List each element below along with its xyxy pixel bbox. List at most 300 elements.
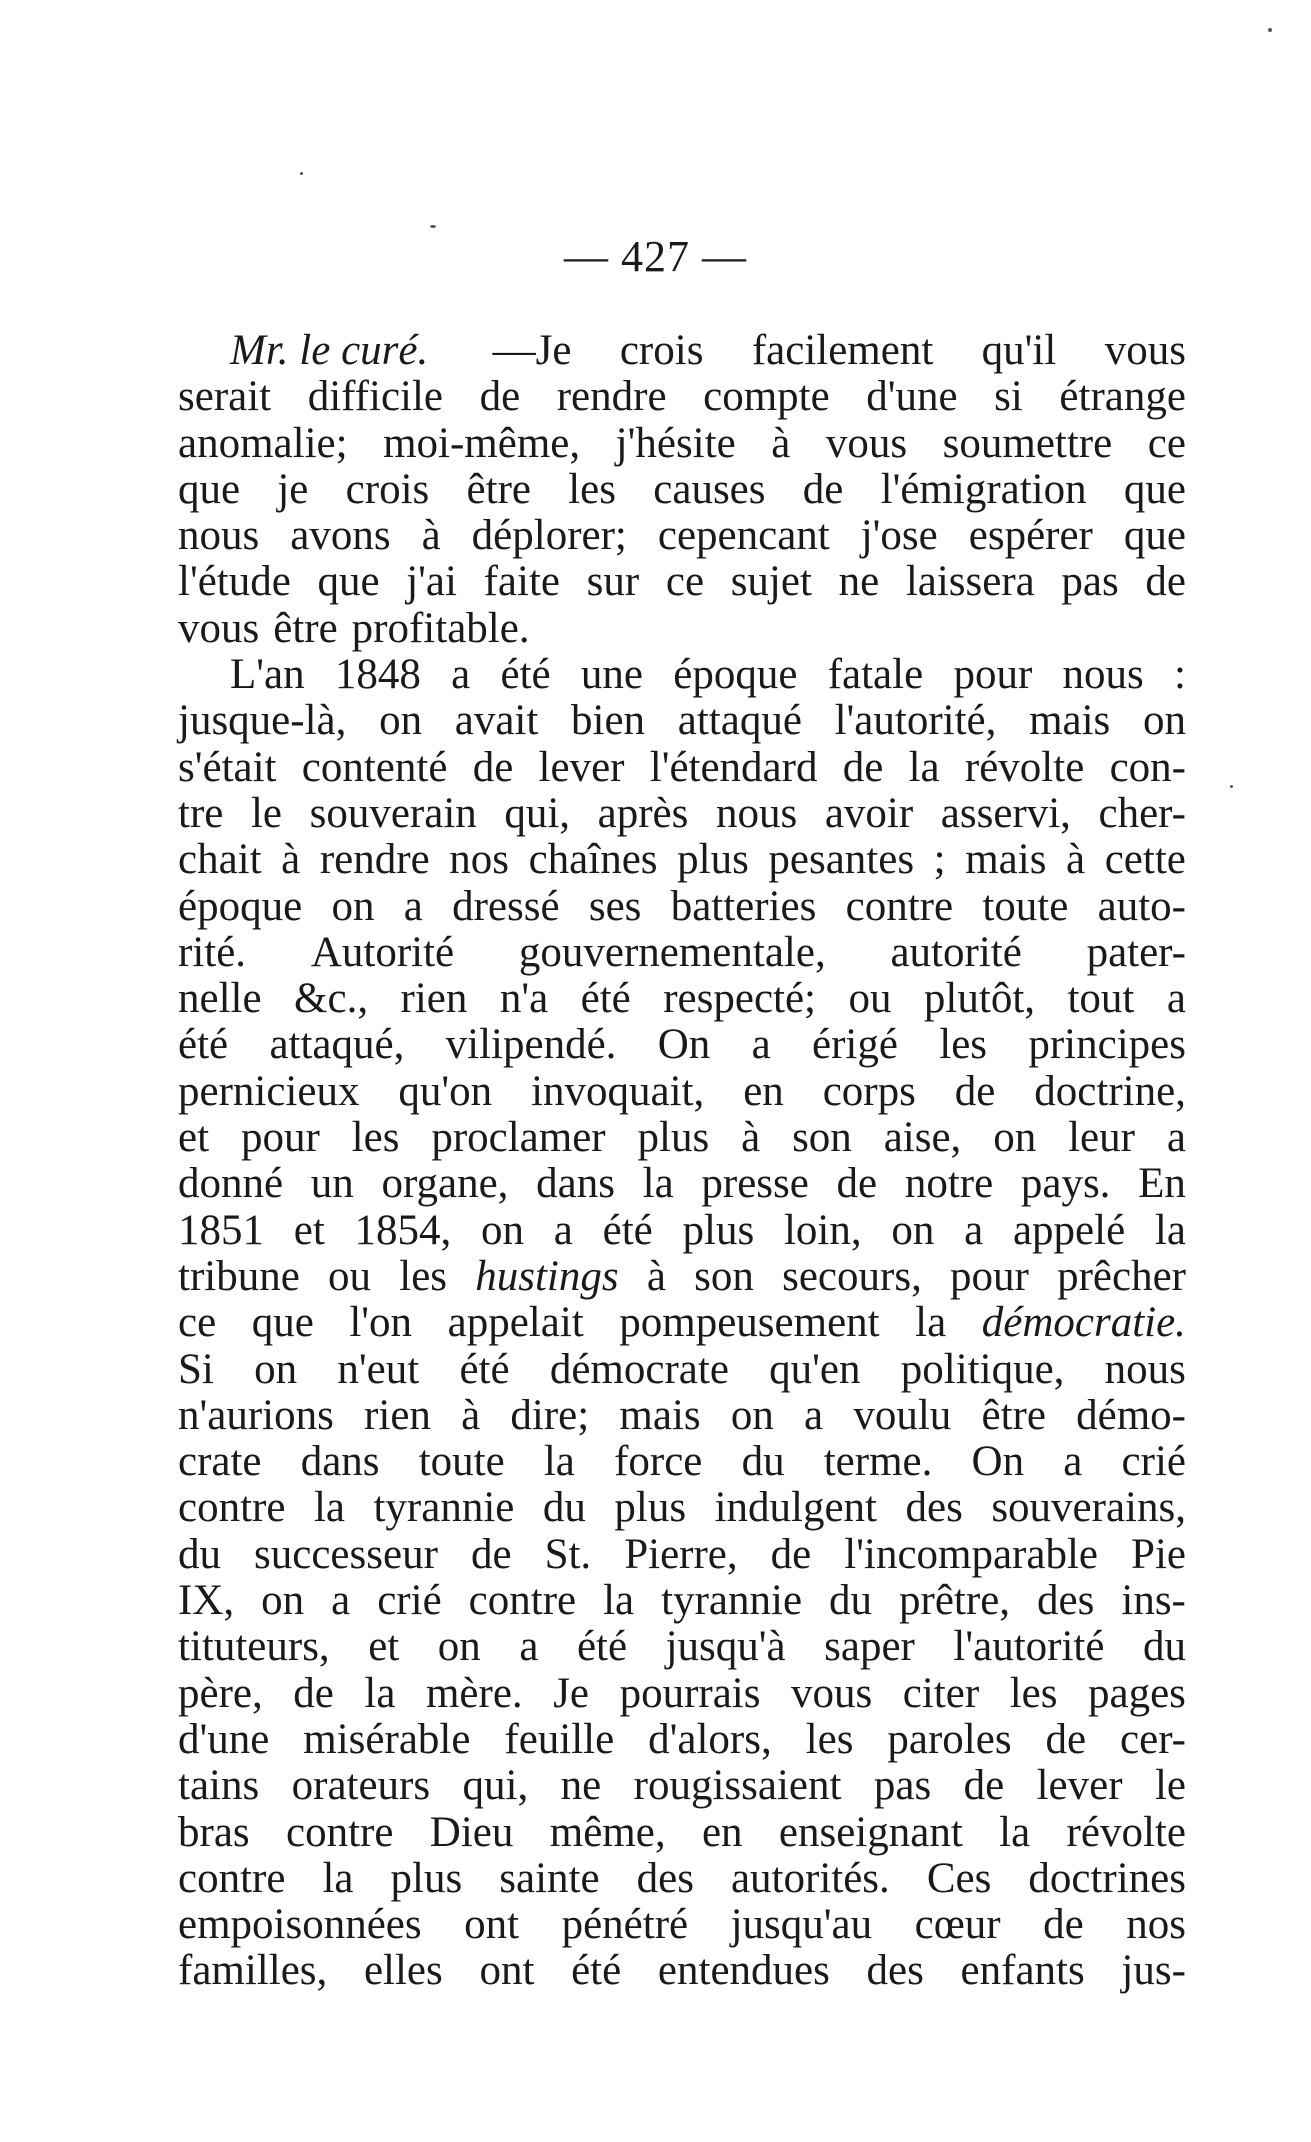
word: 1848	[334, 651, 421, 699]
word: feuille	[504, 1715, 615, 1763]
word: chait	[178, 836, 262, 884]
word: nous	[178, 512, 260, 560]
word: laissera	[905, 558, 1035, 606]
word: contenté	[301, 743, 448, 791]
word: a	[1166, 1114, 1186, 1162]
word: qu'en	[769, 1345, 861, 1393]
word: organe,	[381, 1160, 509, 1208]
word: a	[751, 1021, 771, 1069]
word: ce	[1147, 419, 1186, 467]
text-line	[178, 374, 1186, 420]
word: de	[770, 1530, 812, 1578]
word: tribune	[178, 1252, 300, 1300]
word: nous	[1104, 1345, 1186, 1393]
word: ins-	[1121, 1577, 1186, 1625]
word: être	[273, 604, 338, 652]
word: sainte	[499, 1854, 600, 1902]
word: été	[576, 1623, 628, 1671]
word: été	[459, 1345, 510, 1393]
word: nous	[715, 789, 798, 837]
word: démo-	[1076, 1391, 1186, 1439]
word: pour	[950, 1252, 1029, 1300]
word: à	[1066, 836, 1086, 884]
word: été	[500, 651, 551, 699]
word: pesantes	[768, 836, 915, 884]
word: on	[261, 1577, 305, 1625]
word: anomalie;	[178, 419, 348, 467]
word: plus	[390, 1854, 463, 1902]
word: de	[1045, 1715, 1087, 1763]
word: nelle	[178, 975, 262, 1023]
word: démocrate	[549, 1345, 729, 1393]
word: on	[437, 1623, 481, 1671]
word: pater-	[1086, 928, 1186, 976]
word: on	[481, 1206, 525, 1254]
word: pernicieux	[178, 1067, 360, 1115]
text-line	[178, 1902, 1186, 1948]
word: ou	[328, 1252, 372, 1300]
word: pour	[240, 1114, 320, 1162]
word: à	[646, 1252, 666, 1300]
word: rité.	[178, 928, 247, 976]
word: on	[379, 697, 423, 745]
word: pays.	[1020, 1160, 1111, 1208]
word: soumettre	[942, 419, 1113, 467]
word: pas	[1061, 558, 1119, 606]
word: du	[542, 1484, 586, 1532]
word: respecté;	[663, 975, 817, 1023]
word: a	[804, 1391, 824, 1439]
print-speck	[300, 172, 303, 175]
word: n'a	[499, 975, 549, 1023]
word: sur	[586, 558, 640, 606]
print-speck	[430, 225, 436, 228]
word: d'une	[178, 1715, 270, 1763]
word: on	[1142, 697, 1186, 745]
word: rendre	[556, 373, 667, 421]
word: vous	[791, 1669, 873, 1717]
text-line	[178, 1671, 1186, 1717]
word: dressé	[452, 882, 560, 930]
word: tyrannie	[373, 1484, 515, 1532]
word: enfants	[960, 1947, 1085, 1995]
word: profitable.	[351, 604, 530, 652]
word: en	[701, 1808, 743, 1856]
word: Autorité	[310, 928, 455, 976]
word: pompeusement	[619, 1299, 880, 1347]
word: à	[461, 1391, 481, 1439]
word: :	[1174, 651, 1186, 699]
word: a	[964, 1206, 984, 1254]
word: époque	[673, 651, 798, 699]
word: avait	[454, 697, 539, 745]
word: été	[178, 1021, 229, 1069]
text-line	[178, 1161, 1186, 1207]
text-line	[178, 1254, 1186, 1300]
word: à	[741, 1114, 761, 1162]
word: tre	[178, 789, 224, 837]
text-line	[178, 791, 1186, 837]
word: l'étendard	[649, 743, 818, 791]
word: la	[364, 1669, 396, 1717]
text-line	[178, 559, 1186, 605]
word: leur	[1068, 1114, 1135, 1162]
word: de	[472, 743, 514, 791]
word: même,	[549, 1808, 666, 1856]
word: que	[178, 465, 241, 513]
word: pas	[873, 1762, 932, 1810]
word: plus	[677, 836, 749, 884]
word: a	[451, 651, 471, 699]
word: en	[743, 1067, 784, 1115]
word: invoquait,	[531, 1067, 705, 1115]
word: l'émigration	[880, 465, 1087, 513]
word: gouvernementale,	[518, 928, 826, 976]
word: la	[543, 1438, 575, 1486]
word: compte	[703, 373, 830, 421]
text-line	[178, 1856, 1186, 1902]
word: du	[178, 1530, 221, 1578]
word: elles	[363, 1947, 443, 1995]
word: d'alors,	[648, 1715, 772, 1763]
word: a	[1166, 975, 1186, 1023]
word: la	[322, 1854, 354, 1902]
word: de	[479, 373, 521, 421]
text-line	[178, 1763, 1186, 1809]
word: son	[792, 1114, 852, 1162]
word: l'on	[349, 1299, 413, 1347]
text-line	[178, 1069, 1186, 1115]
word: moi-même,	[383, 419, 581, 467]
word: souverain	[309, 789, 477, 837]
word: la	[603, 1577, 635, 1625]
text-line	[178, 1300, 1186, 1346]
word: toute	[418, 1438, 505, 1486]
word: plutôt,	[923, 975, 1036, 1023]
word: contre	[286, 1808, 394, 1856]
word: saper	[824, 1623, 915, 1671]
word: Ces	[926, 1854, 992, 1902]
word: appelé	[1012, 1206, 1126, 1254]
word: plus	[614, 1484, 687, 1532]
word: un	[310, 1160, 354, 1208]
word: être	[466, 465, 531, 513]
text-line	[178, 1115, 1186, 1161]
word: crié	[377, 1577, 442, 1625]
word: mais	[1029, 697, 1111, 745]
word: à	[771, 419, 791, 467]
word: lever	[1036, 1762, 1123, 1810]
word: proclamer	[431, 1114, 606, 1162]
word: révolte	[1066, 1808, 1186, 1856]
word: empoisonnées	[178, 1901, 422, 1949]
word: pourrais	[619, 1669, 761, 1717]
word: St.	[544, 1530, 592, 1578]
word: plus	[637, 1114, 710, 1162]
word: contre	[178, 1484, 286, 1532]
word: faite	[483, 558, 560, 606]
text-line	[178, 745, 1186, 791]
word: mais	[619, 1391, 701, 1439]
word: Pierre,	[624, 1530, 738, 1578]
word: de	[1043, 1901, 1084, 1949]
print-speck	[1230, 785, 1233, 788]
word: vilipendé.	[445, 1021, 617, 1069]
word: fatale	[827, 651, 924, 699]
word: autorités.	[730, 1854, 890, 1902]
word: auto-	[1097, 882, 1186, 930]
word: contre	[178, 1854, 286, 1902]
word: tituteurs,	[178, 1623, 330, 1671]
word: successeur	[254, 1530, 438, 1578]
word: tyrannie	[661, 1577, 803, 1625]
word: le	[1154, 1762, 1186, 1810]
word: à	[421, 512, 441, 560]
word: jusqu'au	[730, 1901, 873, 1949]
word: du	[829, 1577, 873, 1625]
word: serait	[178, 373, 272, 421]
word: avons	[290, 512, 391, 560]
word: des	[866, 1947, 924, 1995]
word: dans	[536, 1160, 615, 1208]
word: Si	[178, 1345, 214, 1393]
text-line	[178, 328, 1186, 374]
word: l'étude	[178, 558, 291, 606]
word: que	[1123, 512, 1186, 560]
word: prêtre,	[899, 1577, 1011, 1625]
word: donné	[178, 1160, 284, 1208]
word: nos	[1126, 1901, 1186, 1949]
word: le	[250, 789, 282, 837]
word: que	[317, 558, 380, 606]
word: érigé	[812, 1021, 898, 1069]
word: de	[842, 743, 884, 791]
word: jusque-là,	[178, 697, 347, 745]
word: vous	[178, 604, 260, 652]
word: les	[1009, 1669, 1058, 1717]
word: orateurs	[291, 1762, 431, 1810]
word: ou	[848, 975, 892, 1023]
word: crate	[178, 1438, 262, 1486]
word: après	[597, 789, 689, 837]
word: une	[580, 651, 643, 699]
word: difficile	[307, 373, 444, 421]
word: pages	[1088, 1669, 1186, 1717]
word: bien	[571, 697, 646, 745]
word: secours,	[782, 1252, 922, 1300]
word: de	[836, 1160, 878, 1208]
word: époque	[178, 882, 303, 930]
word: d'une	[866, 373, 958, 421]
word: L'an	[230, 651, 305, 699]
word: les	[939, 1021, 988, 1069]
word: con-	[1109, 743, 1186, 791]
word: de	[293, 1669, 334, 1717]
word: n'aurions	[178, 1391, 334, 1439]
word: on	[331, 882, 375, 930]
word: nous	[1062, 651, 1144, 699]
word: été	[580, 975, 631, 1023]
word: l'incomparable	[844, 1530, 1098, 1578]
word: prêcher	[1057, 1252, 1186, 1300]
word: cœur	[914, 1901, 1001, 1949]
word: hustings	[475, 1252, 619, 1300]
word: doctrine,	[1034, 1067, 1186, 1115]
word: les	[351, 1114, 400, 1162]
word: enseignant	[778, 1808, 963, 1856]
word: En	[1138, 1160, 1186, 1208]
word: et	[178, 1114, 210, 1162]
word: l'autorité,	[834, 697, 997, 745]
word: j'hésite	[615, 419, 736, 467]
word: a	[519, 1623, 539, 1671]
word: les	[805, 1715, 854, 1763]
word: IX,	[178, 1577, 235, 1625]
word: cher-	[1098, 789, 1186, 837]
word: causes	[653, 465, 766, 513]
word: vous	[1104, 327, 1186, 374]
page-number: — 427 —	[564, 232, 747, 281]
word: rien	[364, 1391, 431, 1439]
text-line	[178, 652, 1186, 698]
word: et	[293, 1206, 325, 1254]
word: l'autorité	[953, 1623, 1105, 1671]
word: paroles	[887, 1715, 1012, 1763]
word: ce	[178, 1299, 217, 1347]
word: on	[891, 1206, 935, 1254]
word: de	[470, 1530, 512, 1578]
word: facilement	[751, 327, 934, 374]
word: batteries	[670, 882, 817, 930]
word: asservi,	[940, 789, 1071, 837]
word: contre	[845, 882, 954, 930]
word: s'était	[178, 743, 277, 791]
word: la	[313, 1484, 345, 1532]
word: pour	[953, 651, 1033, 699]
word: ont	[479, 1947, 535, 1995]
text-line	[178, 1022, 1186, 1068]
word: souverains,	[991, 1484, 1186, 1532]
word: familles,	[178, 1947, 328, 1995]
word: on	[993, 1114, 1037, 1162]
word: politique,	[900, 1345, 1065, 1393]
word: son	[694, 1252, 754, 1300]
word: la	[999, 1808, 1031, 1856]
word: a	[331, 1577, 351, 1625]
word: déplorer;	[471, 512, 627, 560]
word: force	[614, 1438, 703, 1486]
word: lever	[538, 743, 625, 791]
word: la	[1154, 1206, 1186, 1254]
word: que	[1123, 465, 1186, 513]
word: révolte	[964, 743, 1085, 791]
text-line	[178, 1578, 1186, 1624]
word: indulgent	[714, 1484, 877, 1532]
text-line	[178, 837, 1186, 883]
word: tains	[178, 1762, 260, 1810]
word: père,	[178, 1669, 263, 1717]
word: démocratie.	[981, 1299, 1186, 1347]
text-line	[178, 1810, 1186, 1856]
word: espérer	[968, 512, 1093, 560]
word: des	[1037, 1577, 1095, 1625]
word: de	[802, 465, 844, 513]
word: pénétré	[561, 1901, 689, 1949]
word: que	[251, 1299, 314, 1347]
word: rendre	[319, 836, 430, 884]
word: corps	[822, 1067, 916, 1115]
word: aise,	[883, 1114, 962, 1162]
word: jusqu'à	[665, 1623, 786, 1671]
word: rougissaient	[633, 1762, 842, 1810]
word: de	[1145, 558, 1186, 606]
word: qu'il	[981, 327, 1057, 374]
word: a	[1063, 1438, 1083, 1486]
word: entendues	[657, 1947, 830, 1995]
speaker-label: Mr. le curé.	[230, 327, 429, 374]
word: jus-	[1121, 1947, 1186, 1995]
word: autorité	[890, 928, 1022, 976]
text-line	[178, 976, 1186, 1022]
word: été	[571, 1947, 622, 1995]
word: misérable	[303, 1715, 471, 1763]
text-line	[178, 1532, 1186, 1578]
text-line	[178, 930, 1186, 976]
text-line	[178, 1717, 1186, 1763]
word: cepencant	[657, 512, 830, 560]
text-line	[178, 1393, 1186, 1439]
text-line	[178, 884, 1186, 930]
word: la	[642, 1160, 674, 1208]
word: plus	[682, 1206, 755, 1254]
word: j'ai	[406, 558, 457, 606]
text-line	[178, 513, 1186, 559]
word: être	[981, 1391, 1046, 1439]
text-line	[178, 1948, 1186, 1994]
print-speck	[1268, 28, 1272, 32]
word: cette	[1104, 836, 1186, 884]
word: crois	[345, 465, 430, 513]
word: des	[636, 1854, 694, 1902]
body-text	[178, 328, 1186, 1995]
word: notre	[904, 1160, 994, 1208]
word: les	[568, 465, 617, 513]
word: on	[254, 1345, 298, 1393]
word: —Je	[492, 327, 572, 374]
word: qui,	[462, 1762, 529, 1810]
word: sujet	[730, 558, 812, 606]
word: je	[277, 465, 309, 513]
word: on	[730, 1391, 774, 1439]
text-line	[178, 1485, 1186, 1531]
word: cer-	[1120, 1715, 1186, 1763]
word: de	[954, 1067, 996, 1115]
word: avoir	[824, 789, 914, 837]
word: bras	[178, 1808, 250, 1856]
word: qui,	[504, 789, 571, 837]
word: ont	[464, 1901, 520, 1949]
word: presse	[701, 1160, 809, 1208]
word: 1854,	[354, 1206, 452, 1254]
word: loin,	[783, 1206, 862, 1254]
word: n'eut	[337, 1345, 420, 1393]
word: qu'on	[398, 1067, 493, 1115]
text-line	[178, 467, 1186, 513]
word: On	[657, 1021, 711, 1069]
word: été	[602, 1206, 653, 1254]
word: vous	[825, 419, 908, 467]
word: attaqué,	[269, 1021, 405, 1069]
